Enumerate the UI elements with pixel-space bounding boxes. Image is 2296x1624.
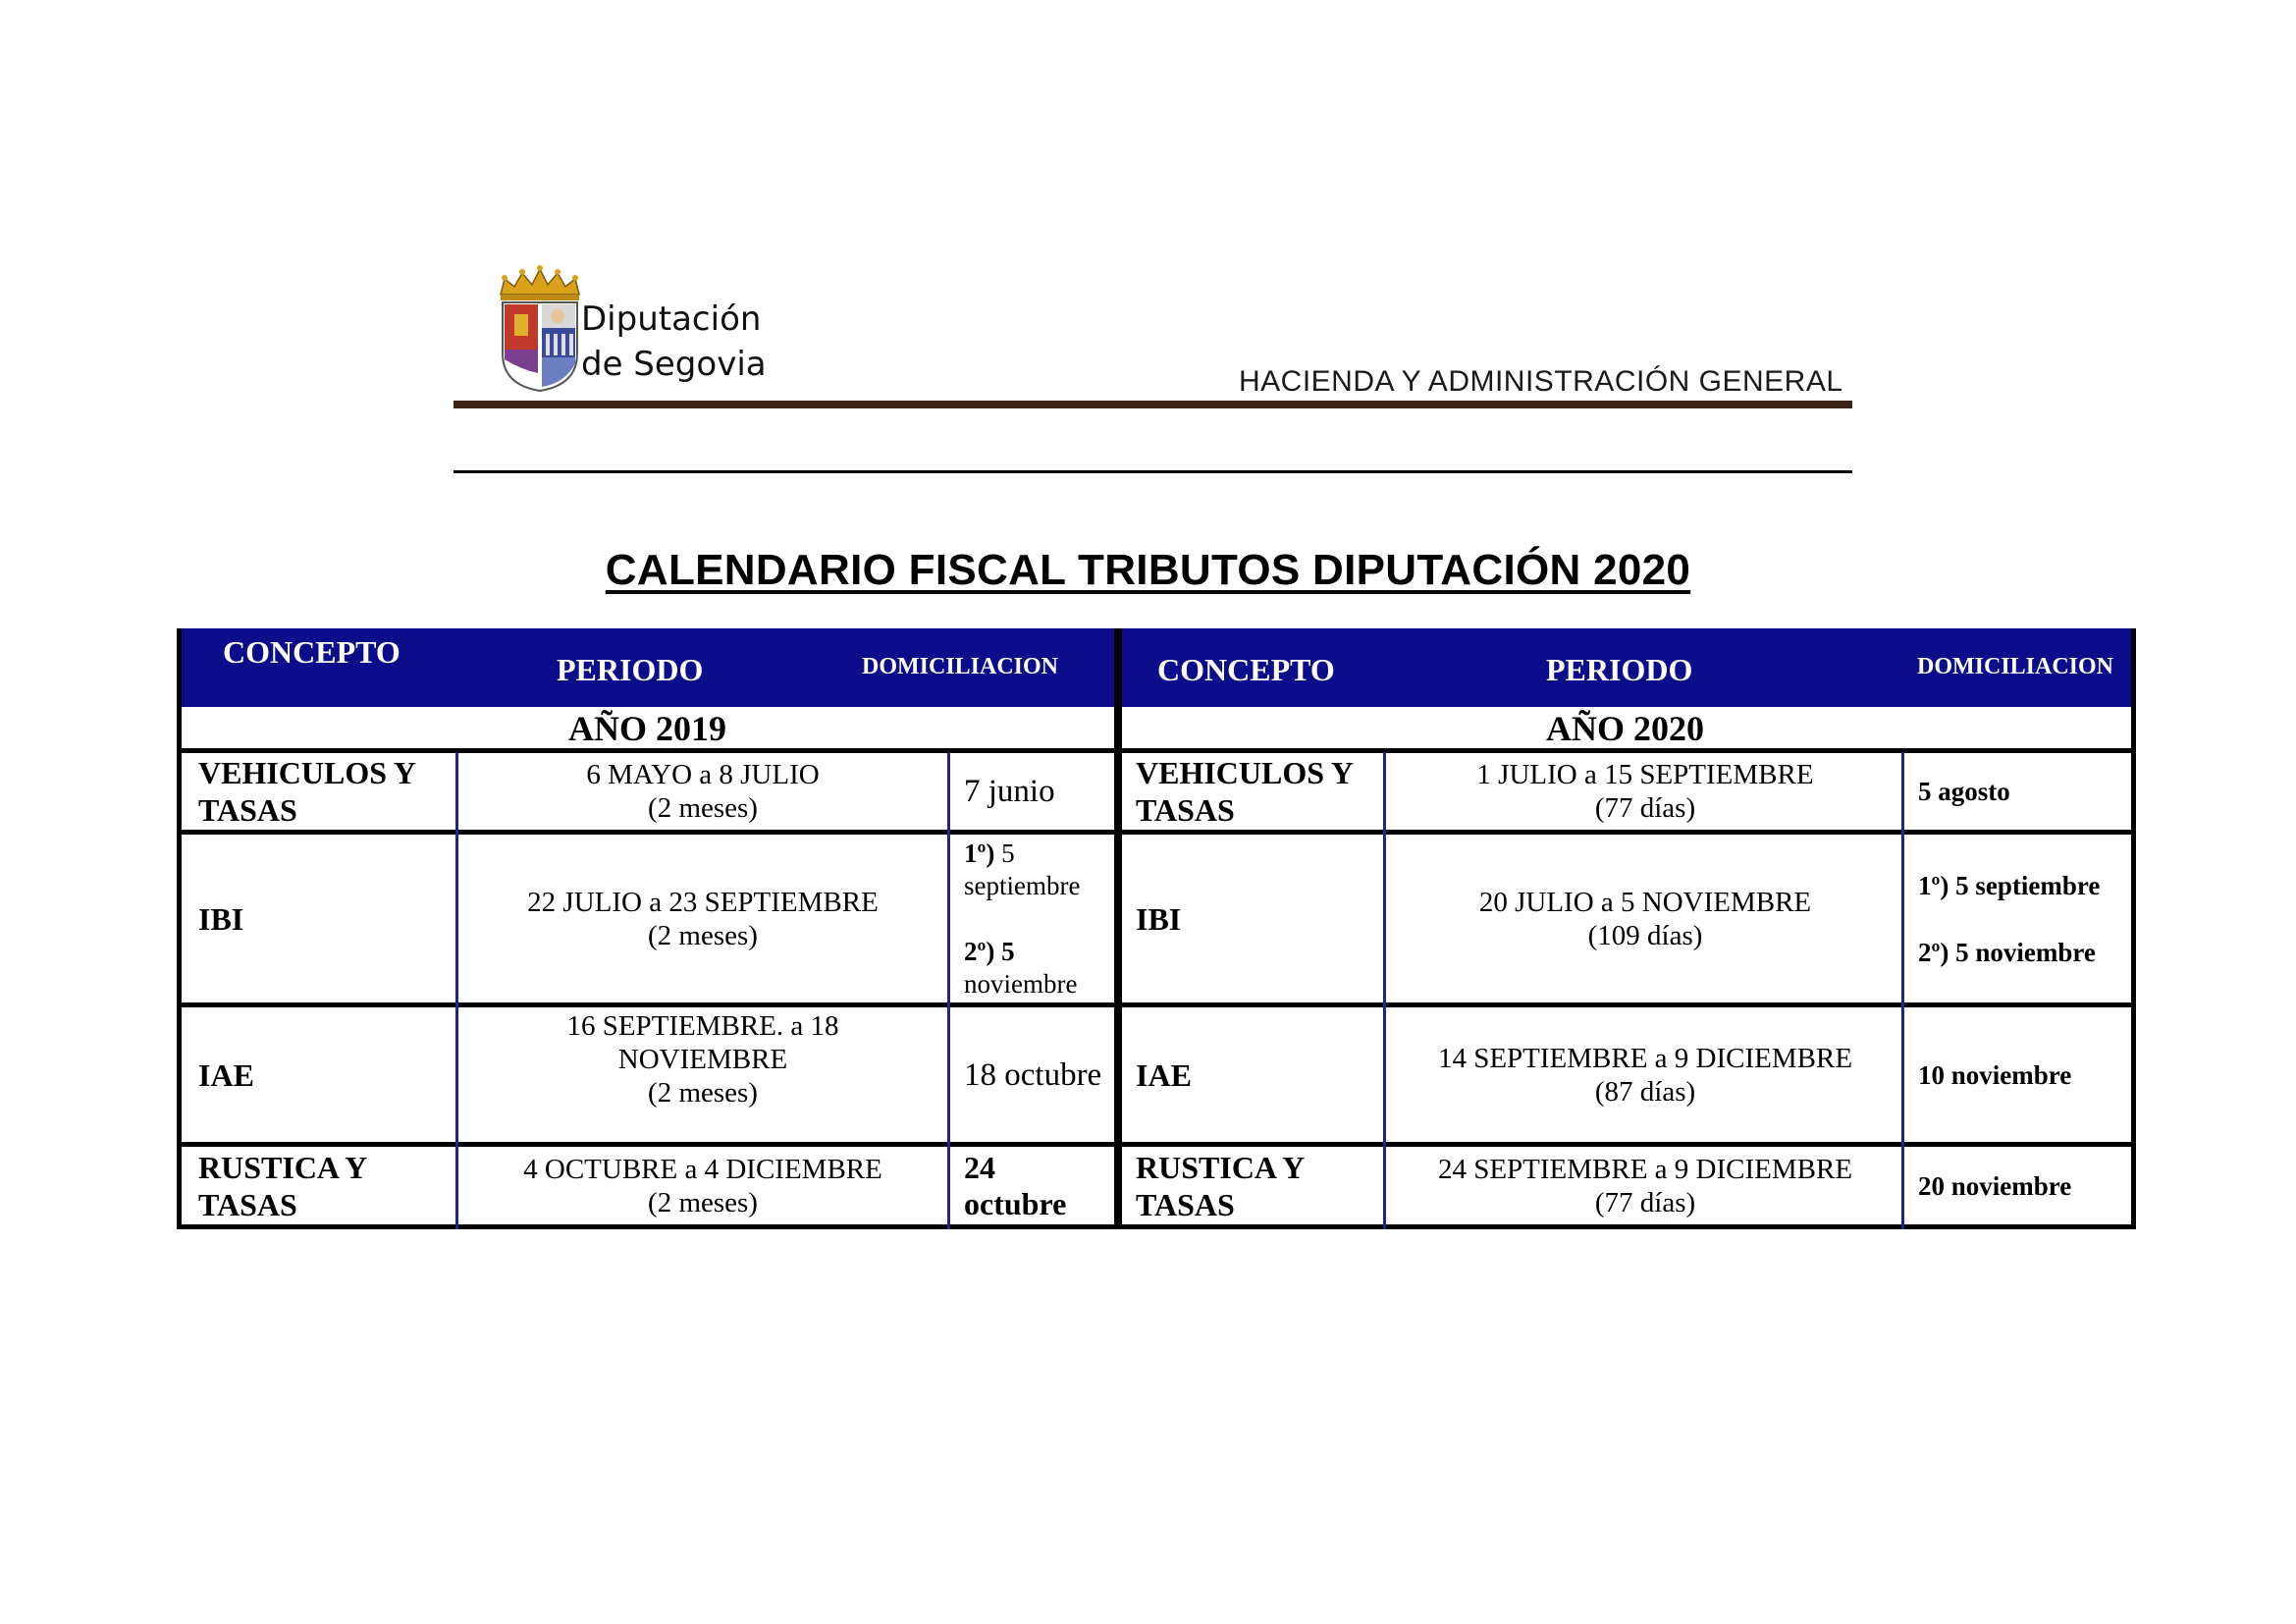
organization-name-line2: de Segovia (581, 345, 767, 384)
domiciliation-date: 18 octubre (964, 1056, 1102, 1093)
concept-text: VEHICULOS Y TASAS (1136, 754, 1353, 828)
domiciliation-cell-left (950, 752, 1115, 830)
domiciliation-date: 5 agosto (1918, 776, 2010, 806)
domiciliation-cell-left (950, 835, 1115, 1002)
concept-text: VEHICULOS Y TASAS (198, 754, 415, 828)
domiciliation-cell-right (1904, 1007, 2132, 1142)
column-divider (455, 752, 458, 1229)
table-border-right (2131, 628, 2136, 1229)
period-duration: (2 meses) (648, 791, 758, 824)
table-row (177, 1147, 2136, 1229)
period-line: 1 JULIO a 15 SEPTIEMBRE (1476, 758, 1814, 790)
table-border-left (177, 628, 182, 1229)
period-line: NOVIEMBRE (617, 1044, 788, 1075)
period-cell-right (1386, 752, 1904, 830)
period-duration: (2 meses) (648, 1186, 758, 1218)
organization-name (581, 297, 767, 387)
fiscal-calendar-table (177, 628, 2136, 1229)
concept-cell-left (181, 1007, 455, 1142)
header-divider (454, 401, 1852, 408)
table-header-right (1122, 628, 2136, 707)
concept-cell-right (1118, 1007, 1359, 1142)
table-row (177, 752, 2136, 835)
period-cell-right (1386, 1007, 1904, 1142)
column-divider (1901, 752, 1904, 1229)
domiciliation-cell-right (1904, 1147, 2132, 1224)
document-title: CALENDARIO FISCAL TRIBUTOS DIPUTACIÓN 2020 (605, 546, 1691, 594)
domiciliation-cell-left (950, 1147, 1088, 1224)
header-concepto-left: CONCEPTO (223, 634, 400, 670)
concept-text: IAE (1136, 1056, 1192, 1093)
domiciliation-second-date: noviembre (964, 968, 1078, 999)
concept-text: IBI (1136, 900, 1182, 937)
period-line: 16 SEPTIEMBRE. a 18 (566, 1010, 839, 1042)
table-center-divider (1114, 628, 1122, 1229)
header-domiciliacion-left: DOMICILIACION (862, 654, 1059, 679)
period-duration: (87 días) (1594, 1075, 1696, 1108)
domiciliation-first-date: 5 septiembre (964, 838, 1081, 900)
domiciliation-cell-right (1904, 752, 2132, 830)
period-line: 4 OCTUBRE a 4 DICIEMBRE (523, 1153, 882, 1185)
concept-text: RUSTICA Y TASAS (1136, 1149, 1304, 1222)
header-periodo-right: PERIODO (1546, 652, 1693, 687)
year-2019-label: AÑO 2019 (177, 707, 1118, 752)
department-name: HACIENDA Y ADMINISTRACIÓN GENERAL (1239, 365, 1843, 398)
domiciliation-first (964, 838, 1115, 902)
year-2020-label: AÑO 2020 (1118, 707, 2136, 752)
concept-cell-right (1118, 835, 1359, 1002)
domiciliation-first: 1º) 5 septiembre (1918, 870, 2101, 900)
period-cell-left (458, 752, 947, 830)
period-duration: (77 días) (1594, 1186, 1696, 1218)
domiciliation-date: 10 noviembre (1918, 1059, 2072, 1090)
domiciliation-date: 24 octubre (964, 1149, 1067, 1221)
period-cell-right (1386, 835, 1904, 1002)
concept-text: RUSTICA Y TASAS (198, 1149, 366, 1222)
header-concepto-right: CONCEPTO (1157, 652, 1335, 687)
period-line: 14 SEPTIEMBRE a 9 DICIEMBRE (1437, 1042, 1853, 1074)
header-underline (454, 470, 1852, 473)
concept-cell-left (181, 752, 455, 830)
period-cell-right (1386, 1147, 1904, 1224)
domiciliation-second-label: 2º) 5 (964, 936, 1015, 966)
column-divider (947, 752, 950, 1229)
year-row-border (177, 748, 2136, 753)
table-row (177, 835, 2136, 1007)
coat-of-arms-icon (491, 265, 589, 393)
period-duration: (2 meses) (648, 1077, 758, 1109)
period-duration: (2 meses) (648, 919, 758, 951)
period-line: 20 JULIO a 5 NOVIEMBRE (1478, 886, 1812, 918)
domiciliation-cell-left (950, 1007, 1115, 1142)
period-cell-left (458, 1147, 947, 1224)
header-periodo-left: PERIODO (557, 652, 704, 687)
concept-cell-left (181, 835, 455, 1002)
concept-cell-left (181, 1147, 455, 1224)
domiciliation-date: 20 noviembre (1918, 1170, 2072, 1201)
period-cell-left (458, 835, 947, 1002)
header-domiciliacion-right: DOMICILIACION (1917, 654, 2114, 679)
domiciliation-second: 2º) 5 noviembre (1918, 937, 2096, 967)
table-row (177, 1007, 2136, 1147)
domiciliation-cell-right (1904, 835, 2132, 1002)
table-header-left (177, 628, 1114, 707)
period-duration: (109 días) (1587, 919, 1703, 951)
concept-cell-right (1118, 752, 1359, 830)
period-line: 6 MAYO a 8 JULIO (586, 758, 820, 790)
concept-text: IAE (198, 1056, 254, 1093)
concept-text: IBI (198, 900, 244, 937)
period-line: 24 SEPTIEMBRE a 9 DICIEMBRE (1437, 1153, 1853, 1185)
period-line: 22 JULIO a 23 SEPTIEMBRE (527, 886, 879, 918)
domiciliation-first-label: 1º) (964, 838, 995, 868)
period-cell-left (458, 1007, 947, 1142)
concept-cell-right (1118, 1147, 1359, 1224)
column-divider (1383, 752, 1386, 1229)
organization-name-line1: Diputación (581, 299, 762, 339)
domiciliation-date: 7 junio (964, 773, 1055, 809)
domiciliation-second (964, 936, 1115, 1001)
period-duration: (77 días) (1594, 791, 1696, 824)
